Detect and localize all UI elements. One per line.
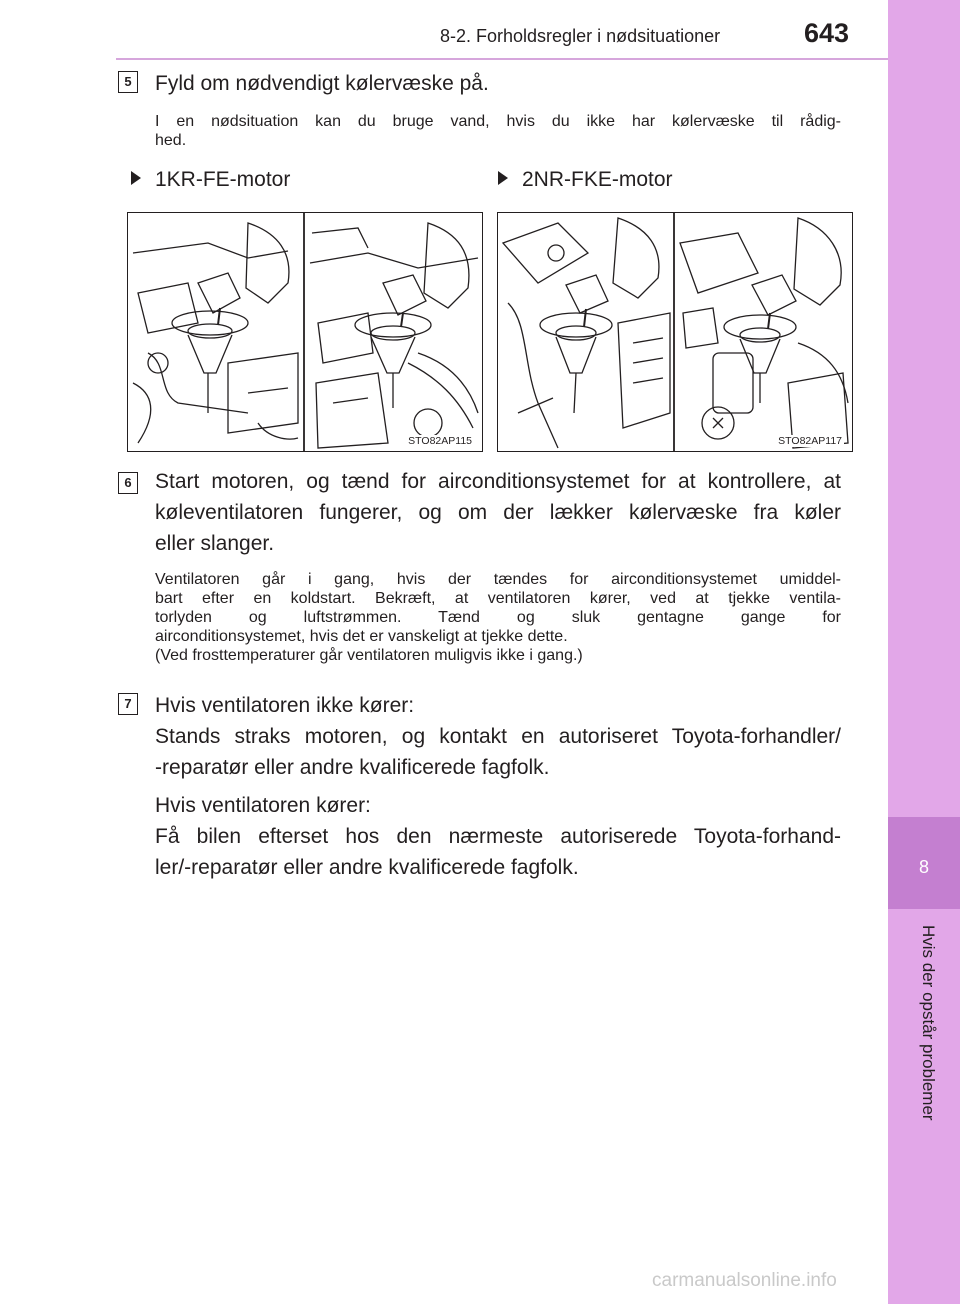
step-6-body-line: bart efter en koldstart. Bekræft, at ventilatoren kører, ved at tjekke ventila-	[155, 590, 841, 607]
page-number: 643	[804, 18, 850, 48]
header-divider	[116, 58, 888, 60]
step-5-body-line: I en nødsituation kan du bruge vand, hvis du ikke har kølervæske til rådig-	[155, 113, 841, 130]
step-6-body-line: (Ved frosttemperaturer går ventilatoren muligvis ikke i gang.)	[155, 647, 583, 664]
watermark: carmanualsonline.info	[652, 1270, 837, 1291]
step-7-case-not-running	[155, 690, 841, 783]
step-6-badge: 6	[118, 472, 138, 494]
motor-label-1kr-text: 1KR-FE-motor	[155, 168, 291, 191]
step-7-case-running	[155, 790, 841, 883]
step-7-line: -reparatør eller andre kvalificerede fagfolk.	[155, 756, 550, 779]
motor-label-2nr-text: 2NR-FKE-motor	[522, 168, 673, 191]
step-6-heading-line: Start motoren, og tænd for airconditionsystemet for at kontrollere, at	[155, 470, 841, 493]
step-7-line: Hvis ventilatoren kører:	[155, 794, 371, 817]
triangle-bullet-icon	[131, 171, 141, 185]
chapter-number-box	[888, 817, 960, 909]
step-6-heading-line: køleventilatoren fungerer, og om der lækker kølervæske fra køler	[155, 501, 841, 524]
step-5-heading: Fyld om nødvendigt kølervæske på.	[155, 72, 489, 95]
chapter-title: Hvis der opstår problemer	[919, 925, 938, 1121]
figure-2nr-engine	[497, 212, 853, 452]
triangle-bullet-icon	[498, 171, 508, 185]
step-6-body	[155, 570, 841, 665]
motor-label-2nr	[498, 168, 673, 192]
figure-1kr-engine	[127, 212, 483, 452]
step-5-badge: 5	[118, 71, 138, 93]
step-5-body-line: hed.	[155, 132, 187, 149]
step-6-body-line: airconditionsystemet, hvis det er vanskeligt at tjekke dette.	[155, 628, 568, 645]
step-7-line: ler/-reparatør eller andre kvalificerede fagfolk.	[155, 856, 579, 879]
figure-code: STO82AP117	[778, 435, 842, 447]
step-6-heading	[155, 466, 841, 559]
step-7-line: Stands straks motoren, og kontakt en autoriseret Toyota-forhandler/	[155, 725, 841, 748]
motor-label-1kr	[131, 168, 290, 192]
step-6-body-line: torlyden og luftstrømmen. Tænd og sluk gentagne gange for	[155, 609, 841, 626]
step-7-badge: 7	[118, 693, 138, 715]
step-7-line: Hvis ventilatoren ikke kører:	[155, 694, 415, 717]
figure-code: STO82AP115	[408, 435, 472, 447]
step-6-body-line: Ventilatoren går i gang, hvis der tændes for airconditionsystemet umiddel-	[155, 571, 841, 588]
chapter-number: 8	[918, 857, 929, 877]
step-7-line: Få bilen efterset hos den nærmeste autoriserede Toyota-forhand-	[155, 825, 841, 848]
step-6-heading-line: eller slanger.	[155, 532, 275, 555]
header-section-title: 8-2. Forholdsregler i nødsituationer	[440, 26, 721, 46]
step-5-body	[155, 112, 841, 150]
engine-bay-illustration	[128, 213, 483, 452]
engine-bay-illustration	[498, 213, 853, 452]
